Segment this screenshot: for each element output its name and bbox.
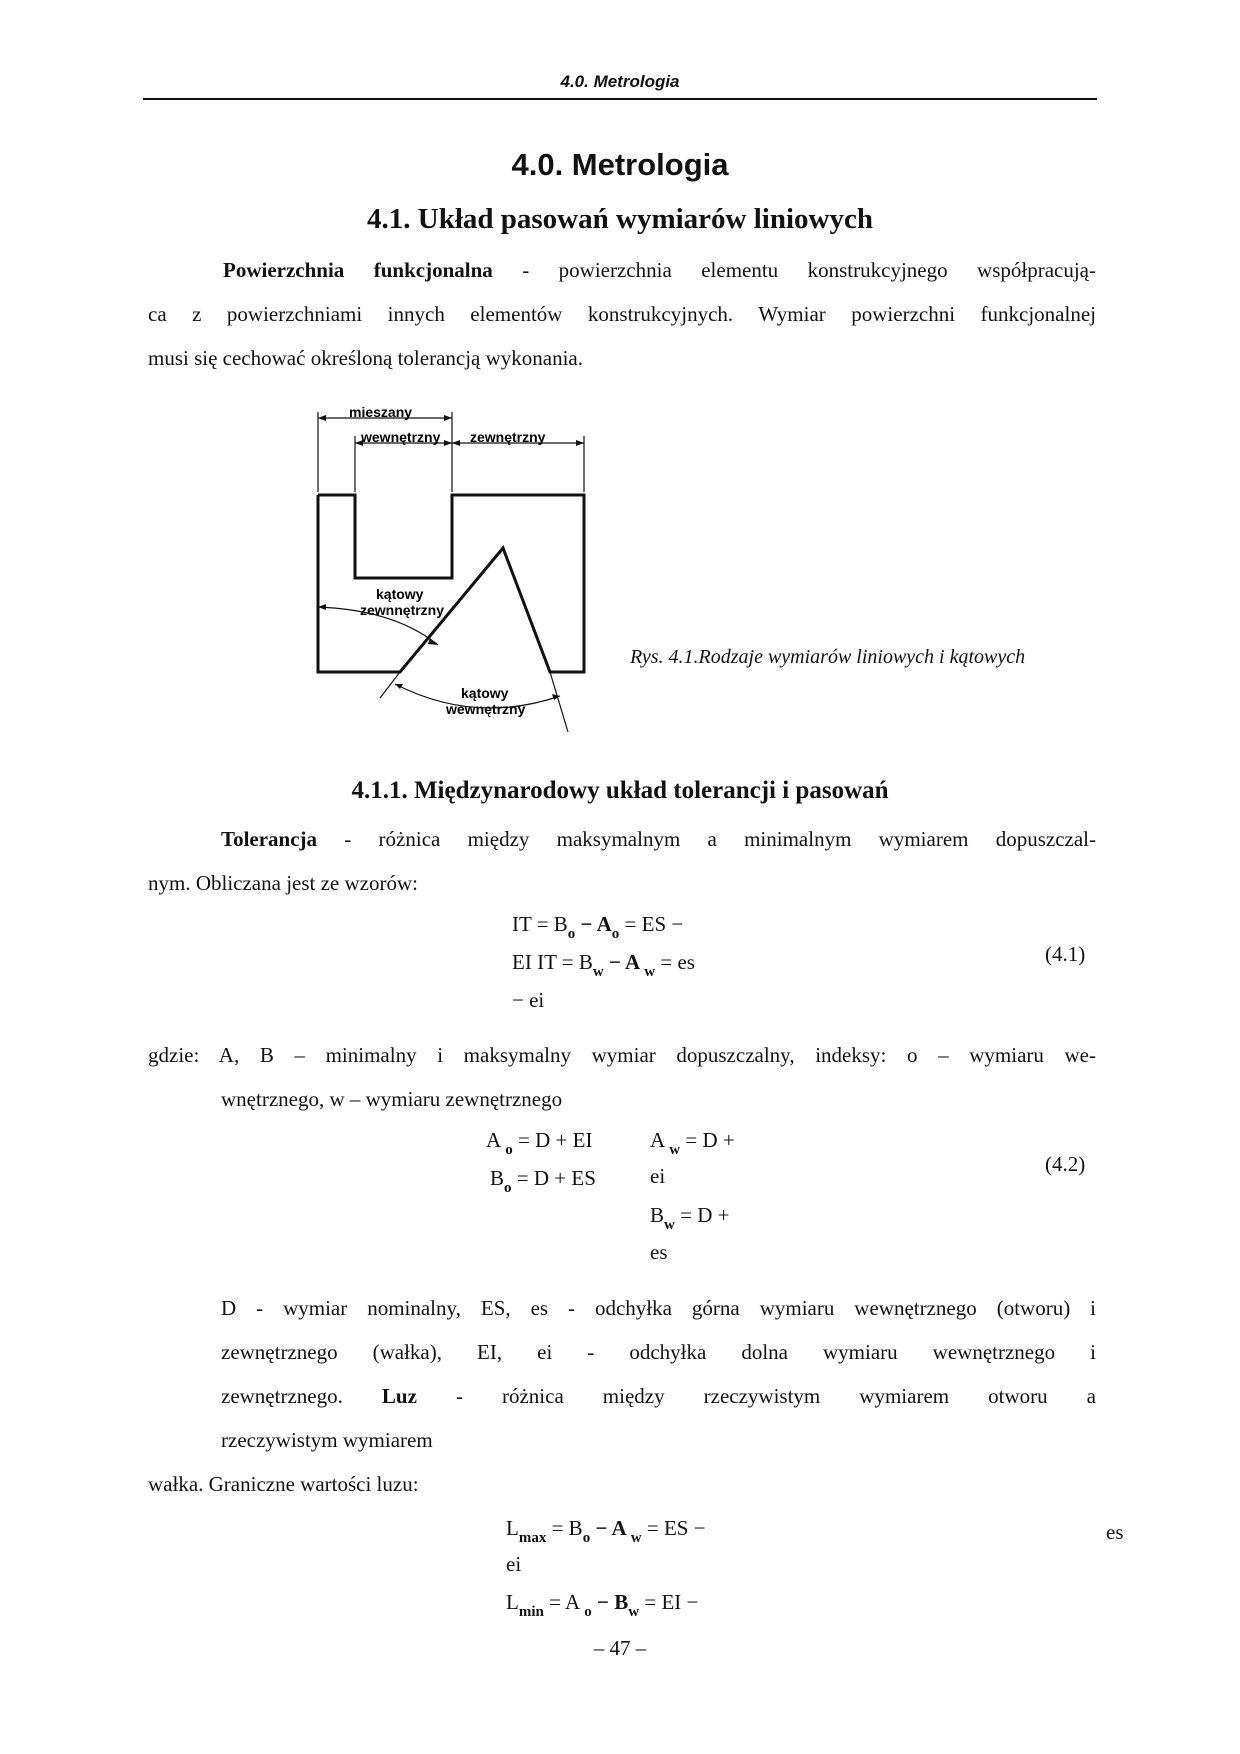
f1-l1c: − A	[575, 912, 612, 936]
section-title: 4.1. Układ pasowań wymiarów liniowych	[367, 203, 873, 235]
f3-l1cs: w	[630, 1530, 642, 1546]
f2-b1: B	[490, 1166, 505, 1190]
formula-4-2-Aw	[650, 1128, 735, 1158]
formula-4-2	[486, 1128, 786, 1278]
para1-line1	[148, 248, 1096, 292]
f2-a1s: o	[505, 1142, 513, 1158]
para4-line3-b: - różnica między rzeczywistym wymiarem otworu a	[416, 1384, 1096, 1408]
f3-l3bs: o	[584, 1604, 592, 1620]
f1-l2e: = es	[655, 950, 695, 974]
running-header: 4.0. Metrologia	[560, 72, 680, 91]
f1-l2c: − A	[603, 950, 645, 974]
f2-d1: B	[650, 1203, 665, 1227]
f3-l1s: max	[518, 1530, 547, 1546]
term-tolerance: Tolerancja	[221, 827, 318, 851]
para4-line2: zewnętrznego (wałka), EI, ei - odchyłka dolna wymiaru wewnętrznego i	[221, 1340, 1096, 1364]
f3-l1a: L	[506, 1516, 519, 1540]
page-number: – 47 –	[593, 1636, 647, 1660]
f1-l1b: o	[567, 926, 576, 942]
f2-d1e: = D +	[674, 1203, 730, 1227]
f1-l1d: o	[611, 926, 620, 942]
f2-b1s: o	[504, 1180, 512, 1196]
formula-4-1	[512, 912, 762, 1022]
term-clearance: Luz	[381, 1384, 417, 1408]
f2-c1: A	[650, 1128, 670, 1152]
f1-l2b: w	[592, 964, 604, 980]
f3-l3d: = EI −	[639, 1590, 699, 1614]
formula-4-2-B0	[490, 1166, 596, 1196]
header-rule	[143, 98, 1097, 100]
para2-line1	[148, 817, 1096, 861]
formula-lmin-es: es	[1106, 1520, 1124, 1544]
figure-dimension-types	[310, 400, 600, 745]
para1-line2: ca z powierzchniami innych elementów konstrukcyjnych. Wymiar powierzchni funkcjonalnej	[148, 302, 1096, 326]
equation-number-4-1: (4.1)	[1045, 942, 1086, 966]
term-functional-surface: Powierzchnia funkcjonalna	[223, 258, 493, 282]
formula-4-2-Aw-ei: ei	[650, 1164, 666, 1188]
figure-drawing	[310, 400, 600, 740]
f3-l1b: = B	[546, 1516, 583, 1540]
paragraph-tolerance	[148, 817, 1096, 905]
para3-line1: gdzie: A, B – minimalny i maksymalny wymiar dopuszczalny, indeksy: o – wymiaru we-	[148, 1043, 1096, 1067]
formula-lmax-ei: ei	[506, 1552, 522, 1576]
formula-lmax	[506, 1516, 706, 1546]
paragraph-where	[148, 1033, 1096, 1121]
para4-line5: wałka. Graniczne wartości luzu:	[148, 1472, 419, 1496]
f2-c1e: = D +	[680, 1128, 735, 1152]
paragraph-functional-surface	[148, 248, 1096, 380]
formula-4-2-Bw	[650, 1203, 730, 1233]
f3-l1d: = ES −	[641, 1516, 706, 1540]
f2-c1s: w	[669, 1142, 681, 1158]
label-internal-angle-2: wewnętrzny	[446, 701, 526, 717]
para4-line4: rzeczywistym wymiarem	[221, 1428, 433, 1452]
f2-d1s: w	[664, 1217, 675, 1233]
formula-clearance	[506, 1516, 786, 1636]
f3-l3a: L	[506, 1590, 519, 1614]
f3-l3cs: w	[628, 1604, 640, 1620]
f3-l3s: min	[518, 1604, 544, 1620]
f2-a1e: = D + EI	[512, 1128, 593, 1152]
para4-line3	[221, 1374, 1096, 1418]
f1-l1e: = ES −	[619, 912, 684, 936]
label-external-dimension: zewnętrzny	[470, 429, 546, 445]
f3-l3c: − B	[591, 1590, 629, 1614]
formula-4-1-line1	[512, 912, 684, 942]
f2-b1e: = D + ES	[511, 1166, 596, 1190]
para3-line2: wnętrznego, w – wymiaru zewnętrznego	[221, 1087, 563, 1111]
f3-l3b: = A	[543, 1590, 585, 1614]
label-external-angle-2: zewnnętrzny	[360, 602, 445, 618]
label-mixed-dimension: mieszany	[349, 404, 413, 420]
formula-lmin	[506, 1590, 699, 1620]
chapter-title: 4.0. Metrologia	[511, 147, 729, 182]
para4-line1: D - wymiar nominalny, ES, es - odchyłka górna wymiaru wewnętrznego (otworu) i	[221, 1296, 1096, 1320]
figure-caption: Rys. 4.1.Rodzaje wymiarów liniowych i kątowych	[630, 646, 1026, 668]
label-external-angle-1: kątowy	[376, 586, 424, 602]
f2-a1: A	[486, 1128, 506, 1152]
para2-line1-text: - różnica między maksymalnym a minimalnym wymiarem dopuszczal-	[317, 827, 1096, 851]
f3-l1bs: o	[582, 1530, 591, 1546]
para4-line3-a: zewnętrznego.	[221, 1384, 382, 1408]
para2-line2: nym. Obliczana jest ze wzorów:	[148, 871, 418, 895]
formula-4-1-line2	[512, 950, 695, 980]
para1-line3: musi się cechować określoną tolerancją wykonania.	[148, 346, 584, 370]
f1-l2d: w	[644, 964, 656, 980]
subsection-title: 4.1.1. Międzynarodowy układ tolerancji i pasowań	[351, 777, 889, 804]
paragraph-deviations	[221, 1286, 1096, 1462]
label-internal-angle-1: kątowy	[461, 685, 509, 701]
formula-4-1-line3: − ei	[512, 988, 545, 1012]
f3-l1c: − A	[590, 1516, 631, 1540]
equation-number-4-2: (4.2)	[1045, 1152, 1086, 1176]
formula-4-2-A0	[486, 1128, 593, 1158]
formula-4-2-Bw-es: es	[650, 1240, 668, 1264]
label-internal-dimension: wewnętrzny	[361, 429, 441, 445]
para1-line1-text: - powierzchnia elementu konstrukcyjnego współpracują-	[492, 258, 1096, 282]
f1-l1a: IT = B	[512, 912, 568, 936]
f1-l2a: EI IT = B	[512, 950, 593, 974]
